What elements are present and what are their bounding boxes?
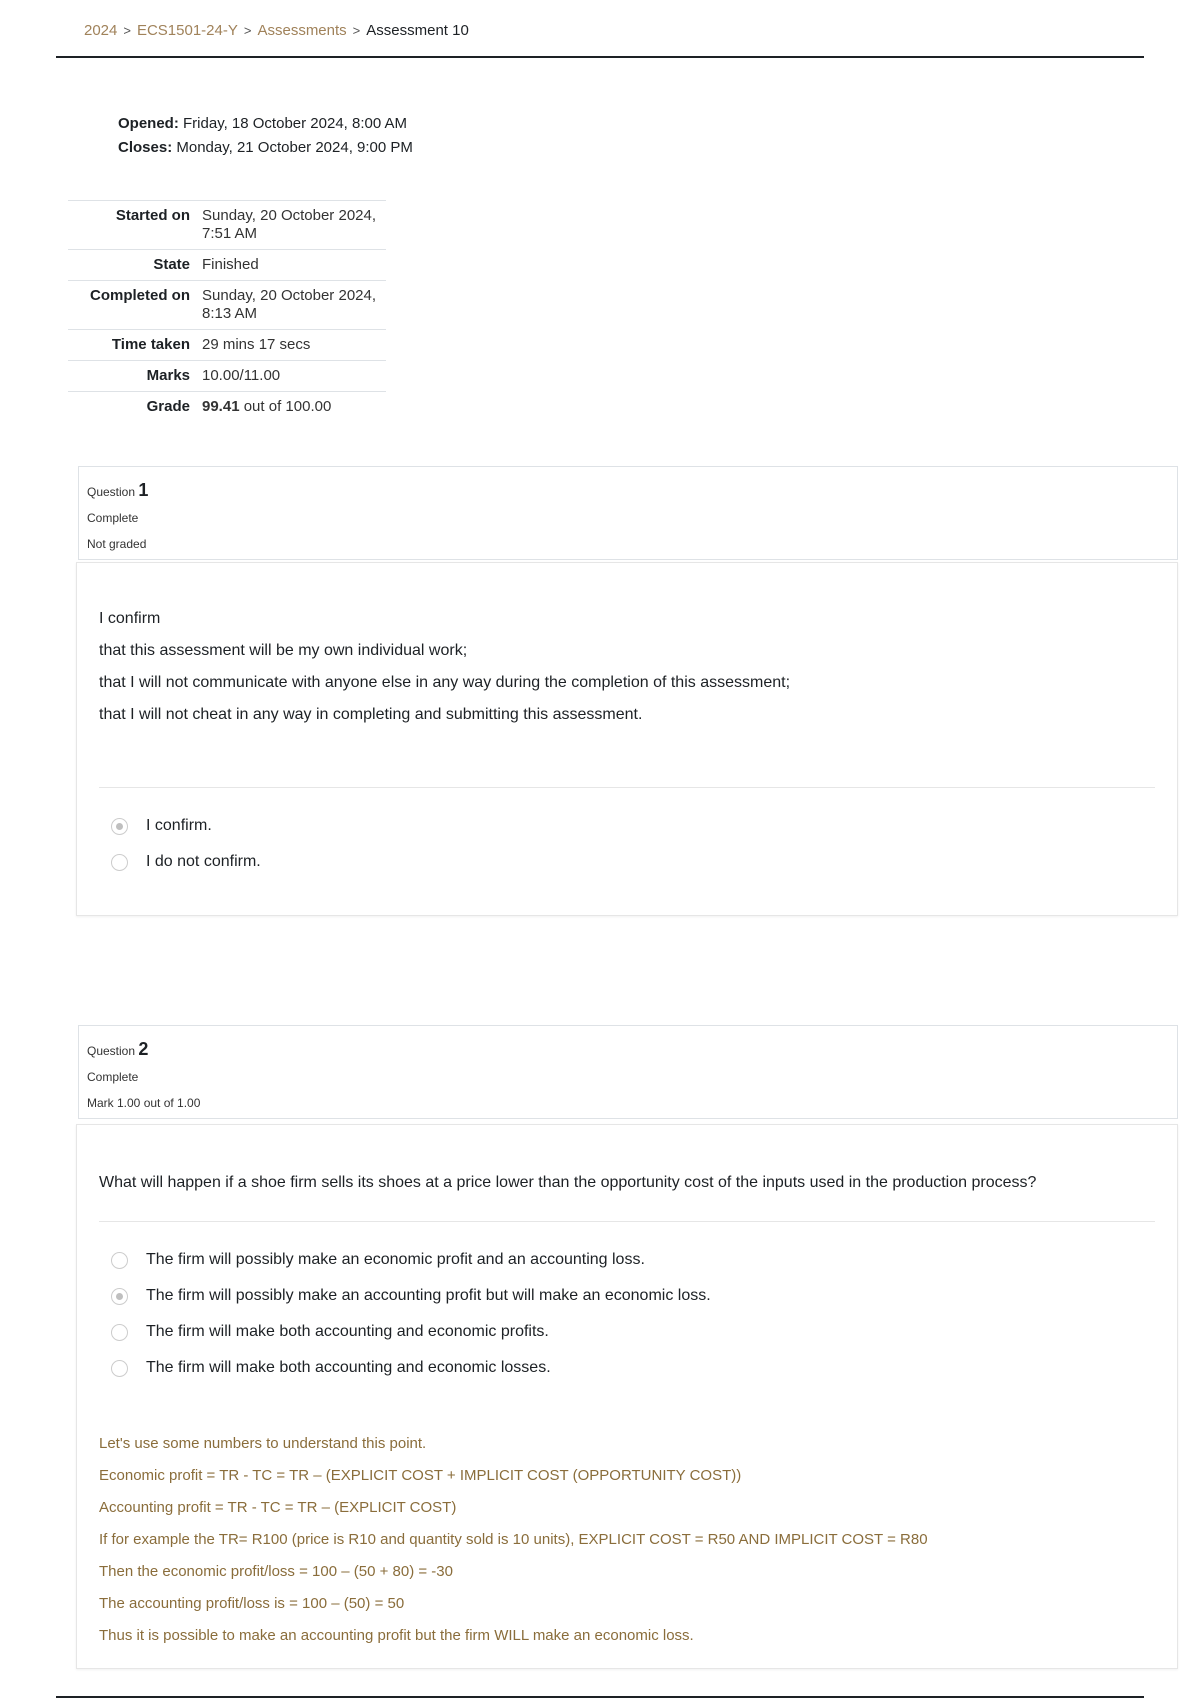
question-1-divider — [99, 787, 1155, 788]
question-2-label: Question — [87, 1044, 136, 1058]
radio-icon[interactable] — [111, 1252, 128, 1269]
chevron-right-icon: > — [243, 23, 252, 38]
breadcrumb-assessments[interactable]: Assessments — [257, 22, 347, 39]
header-divider — [56, 56, 1144, 58]
completed-value: Sunday, 20 October 2024, 8:13 AM — [202, 287, 377, 322]
question-2-status: Complete — [87, 1070, 139, 1084]
summary-row-marks — [68, 361, 386, 392]
option-label: I do not confirm. — [146, 853, 261, 870]
question-1-text-line: that this assessment will be my own individual work; — [99, 642, 468, 659]
question-1-content — [76, 562, 1178, 916]
state-value: Finished — [202, 256, 259, 273]
feedback-line: Let's use some numbers to understand this point. — [99, 1435, 427, 1452]
summary-row-started — [68, 201, 386, 250]
question-1-text-line: that I will not communicate with anyone else in any way during the completion of this assessment; — [99, 674, 791, 691]
grade-suffix: out of 100.00 — [243, 398, 332, 415]
marks-label: Marks — [146, 367, 190, 384]
grade-label: Grade — [146, 398, 190, 415]
question-1-info — [78, 466, 1178, 560]
started-value: Sunday, 20 October 2024, 7:51 AM — [202, 207, 377, 242]
question-2-divider — [99, 1221, 1155, 1222]
option-label: The firm will possibly make an accounting profit but will make an economic loss. — [146, 1287, 711, 1304]
feedback-line: If for example the TR= R100 (price is R10 and quantity sold is 10 units), EXPLICIT COST = R50 AND IMPLICIT COST = R80 — [99, 1531, 928, 1548]
radio-icon[interactable] — [111, 854, 128, 871]
feedback-line: Then the economic profit/loss = 100 – (50 + 80) = -30 — [99, 1563, 453, 1580]
question-2-number: 2 — [138, 1039, 149, 1059]
question-1-option[interactable] — [99, 808, 1155, 844]
question-2-mark: Mark 1.00 out of 1.00 — [87, 1096, 201, 1110]
attempt-summary-table — [68, 200, 386, 422]
chevron-right-icon: > — [352, 23, 361, 38]
time-value: 29 mins 17 secs — [202, 336, 311, 353]
radio-selected-icon[interactable] — [111, 1288, 128, 1305]
question-1-option[interactable] — [99, 844, 1155, 880]
feedback-line: Economic profit = TR - TC = TR – (EXPLICIT COST + IMPLICIT COST (OPPORTUNITY COST)) — [99, 1467, 742, 1484]
radio-icon[interactable] — [111, 1360, 128, 1377]
breadcrumb-course[interactable]: ECS1501-24-Y — [136, 22, 238, 39]
radio-icon[interactable] — [111, 1324, 128, 1341]
feedback-line: Accounting profit = TR - TC = TR – (EXPLICIT COST) — [99, 1499, 457, 1516]
question-2-text: What will happen if a shoe firm sells its shoes at a price lower than the opportunity cost of the inputs used in the production process? — [99, 1174, 1037, 1191]
closes-value: Monday, 21 October 2024, 9:00 PM — [176, 139, 413, 156]
feedback-line: Thus it is possible to make an accounting profit but the firm WILL make an economic loss. — [99, 1627, 694, 1644]
state-label: State — [153, 256, 190, 273]
question-1-grading: Not graded — [87, 537, 147, 551]
question-2-info — [78, 1025, 1178, 1119]
question-2-option[interactable] — [99, 1350, 1155, 1386]
question-1-status: Complete — [87, 511, 139, 525]
chevron-right-icon: > — [123, 23, 131, 38]
radio-selected-icon[interactable] — [111, 818, 128, 835]
option-label: The firm will possibly make an economic profit and an accounting loss. — [146, 1251, 645, 1268]
option-label: I confirm. — [146, 817, 212, 834]
feedback-line: The accounting profit/loss is = 100 – (50) = 50 — [99, 1595, 405, 1612]
question-2-feedback — [99, 1428, 1155, 1652]
time-label: Time taken — [111, 336, 190, 353]
summary-row-grade — [68, 392, 386, 423]
grade-cell — [198, 392, 386, 423]
option-label: The firm will make both accounting and economic losses. — [146, 1359, 551, 1376]
question-2-option[interactable] — [99, 1278, 1155, 1314]
started-label: Started on — [115, 207, 190, 224]
option-label: The firm will make both accounting and economic profits. — [146, 1323, 549, 1340]
assessment-dates — [118, 112, 413, 160]
completed-label: Completed on — [90, 287, 190, 304]
summary-row-completed — [68, 281, 386, 330]
marks-value: 10.00/11.00 — [202, 367, 281, 384]
opened-value: Friday, 18 October 2024, 8:00 AM — [183, 115, 408, 132]
question-2-option[interactable] — [99, 1314, 1155, 1350]
opened-label: Opened: — [118, 115, 179, 132]
closes-label: Closes: — [118, 139, 173, 156]
question-1-text-line: I confirm — [99, 610, 161, 627]
question-1-text — [99, 603, 1155, 731]
breadcrumb-current: Assessment 10 — [366, 22, 469, 39]
summary-row-state — [68, 250, 386, 281]
summary-row-time — [68, 330, 386, 361]
breadcrumb — [84, 22, 469, 39]
grade-value: 99.41 — [202, 398, 240, 415]
question-2-option[interactable] — [99, 1242, 1155, 1278]
footer-divider — [56, 1696, 1144, 1698]
question-1-number: 1 — [138, 480, 149, 500]
question-1-label: Question — [87, 485, 136, 499]
breadcrumb-year[interactable]: 2024 — [84, 22, 118, 39]
question-2-content — [76, 1124, 1178, 1669]
question-1-text-line: that I will not cheat in any way in completing and submitting this assessment. — [99, 706, 643, 723]
